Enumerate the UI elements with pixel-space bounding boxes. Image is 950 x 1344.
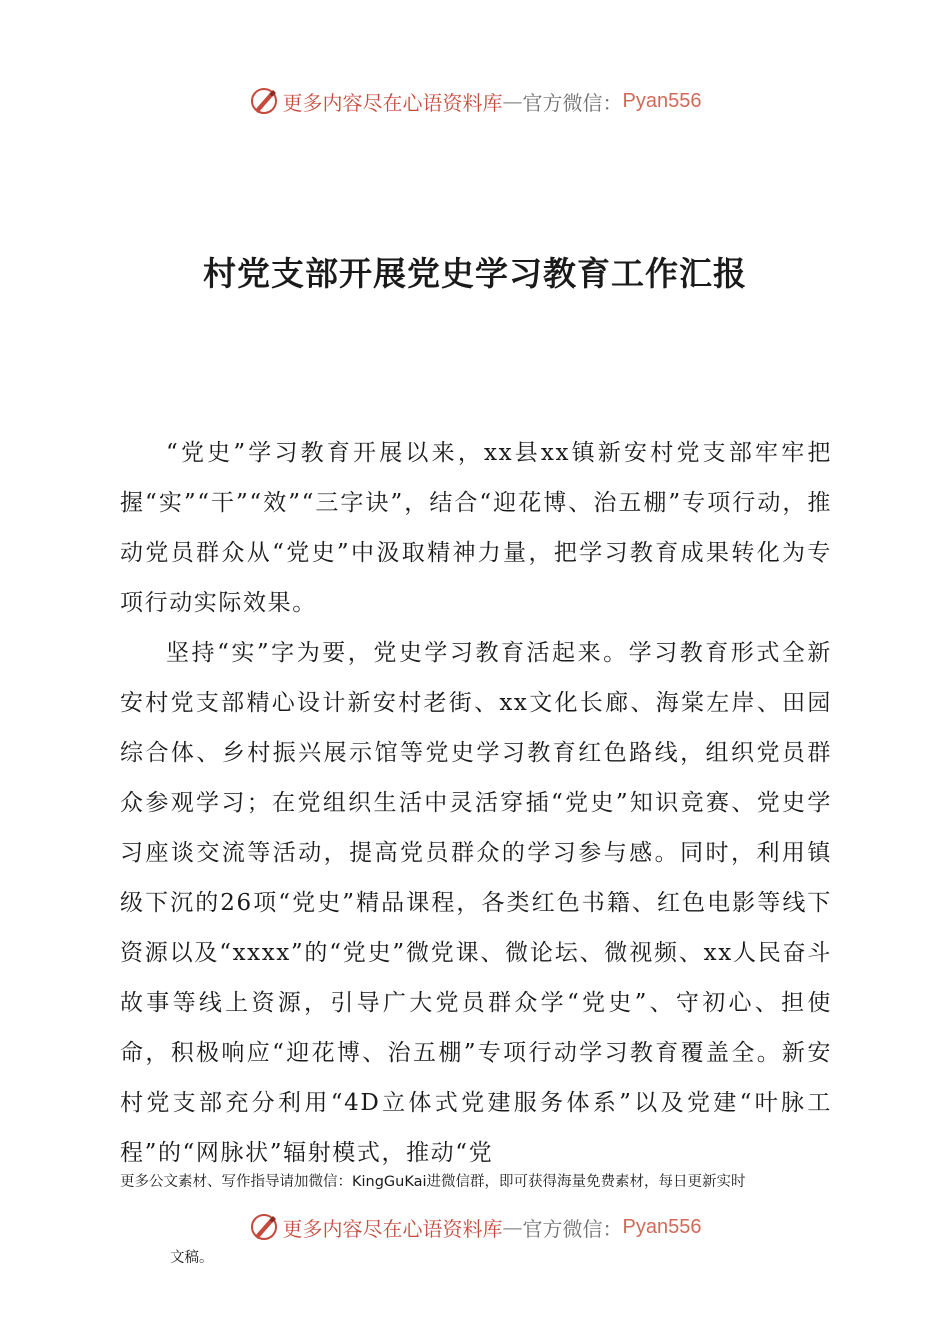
document-body	[120, 428, 832, 1178]
footer-note-continuation: 文稿。	[170, 1250, 214, 1266]
document-title: 村党支部开展党史学习教育工作汇报	[203, 254, 747, 293]
banner-separator: —	[502, 89, 523, 113]
banner-wechat-id: Pyan556	[622, 1215, 702, 1238]
pen-logo-icon	[249, 1212, 279, 1242]
header-watermark	[0, 86, 950, 116]
banner-wechat-id: Pyan556	[622, 89, 702, 112]
banner-brand: 更多内容尽在心语资料库	[282, 1216, 503, 1241]
banner-wechat-label: 官方微信：	[522, 90, 623, 115]
banner-separator: —	[502, 1215, 523, 1239]
footer-note: 更多公文素材、写作指导请加微信：KingGuKai进微信群，即可获得海量免费素材，每日更新实时	[120, 1174, 746, 1190]
banner-brand: 更多内容尽在心语资料库	[282, 90, 503, 115]
paragraph-section-1: 坚持“实”字为要，党史学习教育活起来。学习教育形式全新安村党支部精心设计新安村老街、xx文化长廊、海棠左岸、田园综合体、乡村振兴展示馆等党史学习教育红色路线，组织党员群众参观学习；在党组织生活中灵活穿插“党史”知识竞赛、党史学习座谈交流等活动，提高党员群众的学习参与感。同时，利用镇级下沉的26项“党史”精品课程，各类红色书籍、红色电影等线下资源以及“xxxx”的“党史”微党课、微论坛、微视频、xx人民奋斗故事等线上资源，引导广大党员群众学“党史”、守初心、担使命，积极响应“迎花博、治五棚”专项行动学习教育覆盖全。新安村党支部充分利用“4D立体式党建服务体系”以及党建“叶脉工程”的“网脉状”辐射模式，推动“党	[120, 640, 832, 1166]
paragraph-intro: “党史”学习教育开展以来，xx县xx镇新安村党支部牢牢把握“实”“干”“效”“三字诀”，结合“迎花博、治五棚”专项行动，推动党员群众从“党史”中汲取精神力量，把学习教育成果转化为专项行动实际效果。	[120, 440, 832, 616]
banner-wechat-label: 官方微信：	[522, 1216, 623, 1241]
pen-logo-icon	[249, 86, 279, 116]
footer-watermark	[0, 1212, 950, 1242]
